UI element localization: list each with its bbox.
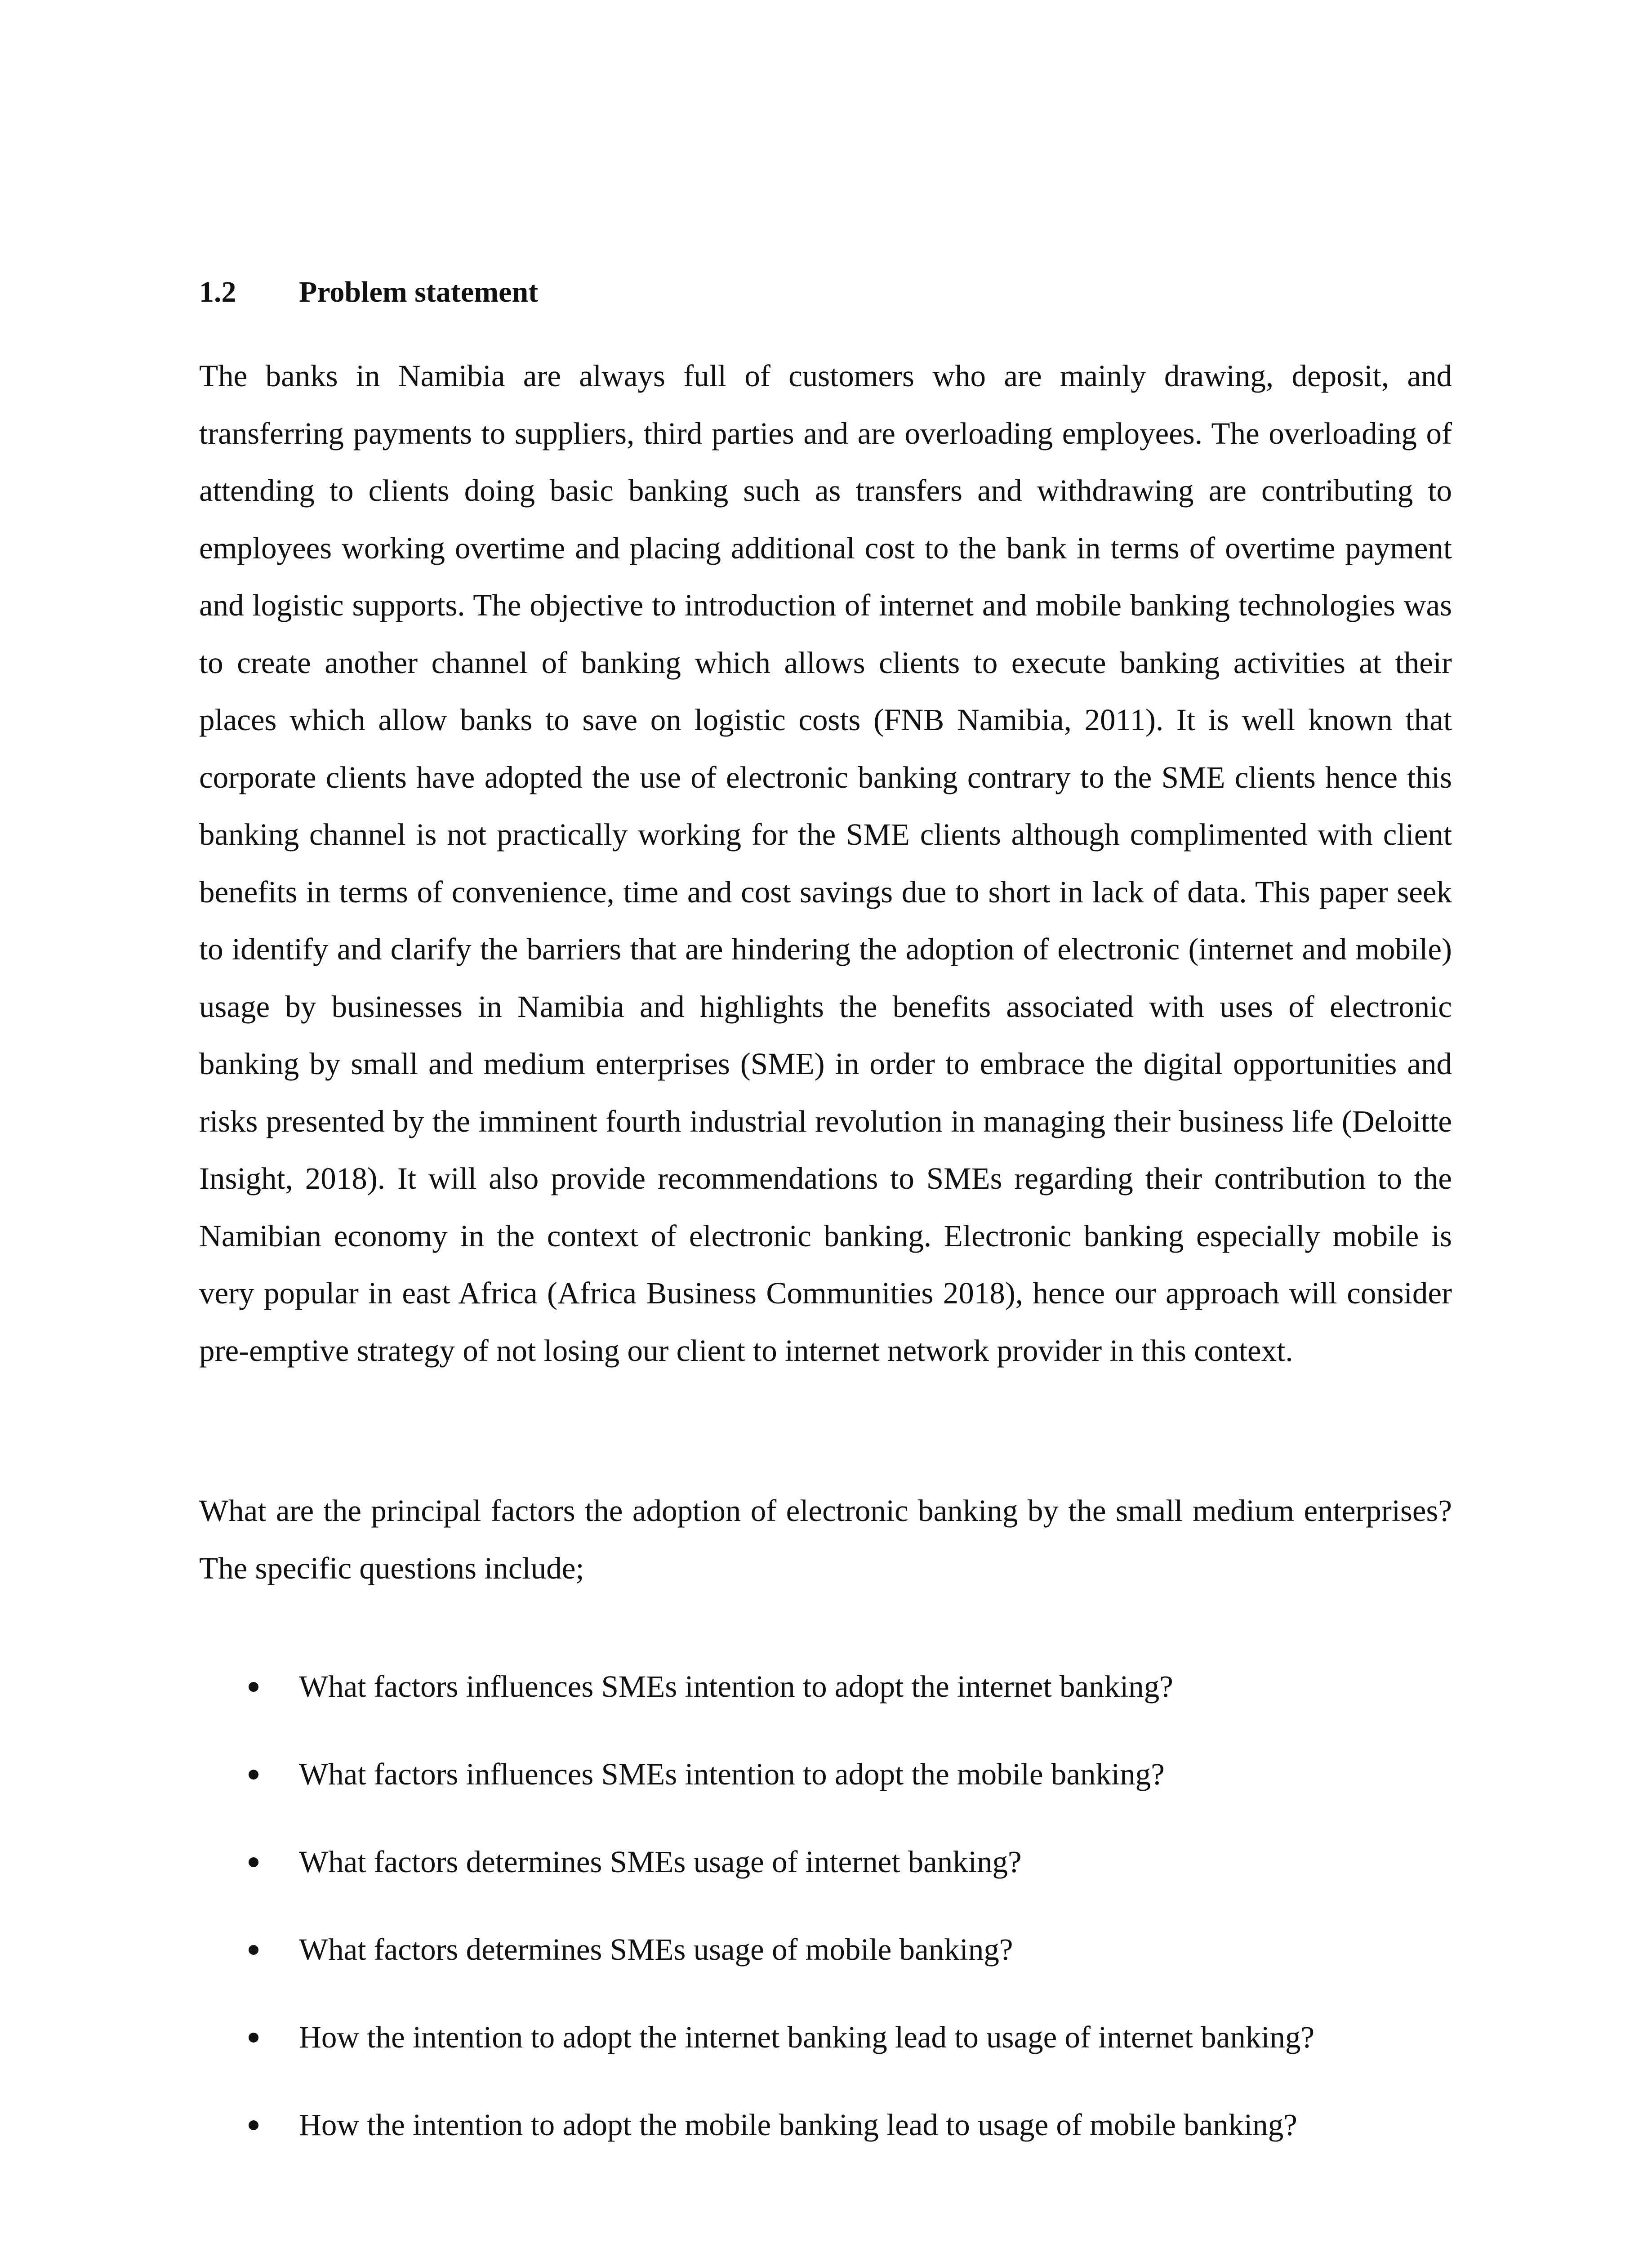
list-item-text: What factors influences SMEs intention to adopt the internet banking? [299, 1669, 1173, 1704]
bullet-icon [249, 1857, 258, 1867]
research-question-paragraph: What are the principal factors the adoption of electronic banking by the small medium enterprises? The specific questions include; [199, 1494, 1452, 1585]
list-item-text: What factors influences SMEs intention to adopt the mobile banking? [299, 1757, 1165, 1791]
problem-statement-paragraph: The banks in Namibia are always full of customers who are mainly drawing, deposit, and transferring payments to suppliers, third parties and are overloading employees. The overloading of attending to clients doing basic banking such as transfers and withdrawing are contributing to employees working overtime and placing additional cost to the bank in terms of overtime payment and logistic supports. The objective to introduction of internet and mobile banking technologies was to create another channel of banking which allows clients to execute banking activities at their places which allow banks to save on logistic costs (FNB Namibia, 2011). It is well known that corporate clients have adopted the use of electronic banking contrary to the SME clients hence this banking channel is not practically working for the SME clients although complimented with client benefits in terms of convenience, time and cost savings due to short in lack of data. This paper seek to identify and clarify the barriers that are hindering the adoption of electronic (internet and mobile) usage by businesses in Namibia and highlights the benefits associated with uses of electronic banking by small and medium enterprises (SME) in order to embrace the digital opportunities and risks presented by the imminent fourth industrial revolution in managing their business life (Deloitte Insight, 2018). It will also provide recommendations to SMEs regarding their contribution to the Namibian economy in the context of electronic banking. Electronic banking especially mobile is very popular in east Africa (Africa Business Communities 2018), hence our approach will consider pre-emptive strategy of not losing our client to internet network provider in this context. [199, 359, 1452, 1368]
section-number: 1.2 [199, 276, 236, 308]
list-item [199, 1658, 1458, 1746]
bullet-icon [249, 1770, 258, 1780]
list-item-text: What factors determines SMEs usage of internet banking? [299, 1845, 1022, 1879]
list-item-text: What factors determines SMEs usage of mobile banking? [299, 1932, 1013, 1967]
list-item [199, 2096, 1458, 2184]
list-item [199, 2009, 1458, 2096]
list-item [199, 1833, 1458, 1921]
list-item-text: How the intention to adopt the internet banking lead to usage of internet banking? [299, 2020, 1315, 2054]
section-title: Problem statement [299, 276, 539, 308]
bullet-icon [249, 2033, 258, 2043]
list-item-text: How the intention to adopt the mobile banking lead to usage of mobile banking? [299, 2108, 1297, 2142]
specific-questions-list [199, 1658, 1458, 2184]
section-heading [199, 272, 538, 312]
bullet-icon [249, 1945, 258, 1955]
list-item [199, 1746, 1458, 1833]
bullet-icon [249, 1682, 258, 1692]
list-item [199, 1921, 1458, 2009]
bullet-icon [249, 2120, 258, 2130]
